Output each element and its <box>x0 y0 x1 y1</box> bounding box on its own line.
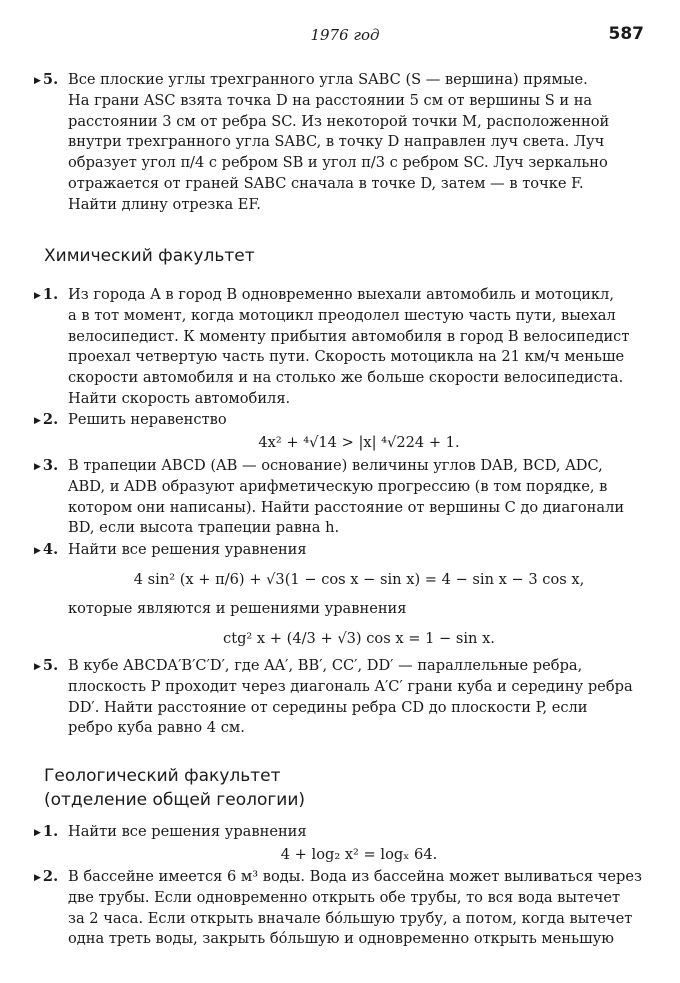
text-line: которые являются и решениями уравнения <box>68 599 407 617</box>
bullet-triangle-icon: ▶ <box>34 462 41 472</box>
problem-number-label: 5. <box>42 71 59 88</box>
problem-number <box>34 656 58 679</box>
section-heading-line: (отделение общей геологии) <box>44 790 306 810</box>
bullet-triangle-icon: ▶ <box>34 76 41 86</box>
problem <box>34 867 650 950</box>
text-line: проехал четвертую часть пути. Скорость мотоцикла на 21 км/ч меньше <box>68 348 625 366</box>
text-line: Все плоские углы трехгранного угла SABC (S — вершина) прямые. <box>68 71 588 88</box>
text-line: отражается от граней SABC сначала в точке D, затем — в точке F. <box>68 174 584 192</box>
problem-text <box>68 867 650 950</box>
section-heading-line: Геологический факультет <box>44 766 281 786</box>
equation: 4x² + ⁴√14 > |x| ⁴√224 + 1. <box>258 433 460 451</box>
bullet-triangle-icon: ▶ <box>34 416 41 426</box>
page-number: 587 <box>608 24 644 44</box>
problem <box>34 70 650 216</box>
problem-number-label: 4. <box>42 541 59 558</box>
text-line: две трубы. Если одновременно открыть обе трубы, то вся вода вытечет <box>68 888 621 906</box>
problem-number-label: 1. <box>42 823 59 840</box>
problem-number <box>34 285 58 308</box>
text-line: расстоянии 3 см от ребра SC. Из некоторой точки M, расположенной <box>68 112 610 130</box>
text-line: скорости автомобиля и на столько же больше скорости велосипедиста. <box>68 369 624 387</box>
text-line: велосипедист. К моменту прибытия автомобиля в город B велосипедист <box>68 327 630 345</box>
bullet-triangle-icon: ▶ <box>34 662 41 672</box>
problem <box>34 285 650 410</box>
problem-number-label: 5. <box>42 657 59 674</box>
text-line: В кубе ABCDA′B′C′D′, где AA′, BB′, CC′, DD′ — параллельные ребра, <box>68 657 583 674</box>
text-line: В трапеции ABCD (AB — основание) величины углов DAB, BCD, ADC, <box>68 457 603 474</box>
section-heading-line: Химический факультет <box>44 246 255 266</box>
text-line: Найти все решения уравнения <box>68 823 307 840</box>
problem <box>34 410 650 456</box>
problem-text <box>68 656 650 739</box>
equation: 4 sin² (x + π/6) + √3(1 − cos x − sin x) = 4 − sin x − 3 cos x, <box>133 570 585 588</box>
problem-number-label: 2. <box>42 411 59 428</box>
problem-text <box>68 70 650 216</box>
text-line: В бассейне имеется 6 м³ воды. Вода из бассейна может выливаться через <box>68 868 642 885</box>
problem-number <box>34 410 58 433</box>
text-line: Найти скорость автомобиля. <box>68 389 291 407</box>
text-line: Найти все решения уравнения <box>68 541 307 558</box>
text-line: Решить неравенство <box>68 411 227 428</box>
text-line: На грани ASC взята точка D на расстоянии 5 см от вершины S и на <box>68 91 593 109</box>
problem-number <box>34 867 58 890</box>
section-heading <box>44 764 305 812</box>
text-line: за 2 часа. Если открыть вначале бо́льшую трубу, а потом, когда вытечет <box>68 909 633 927</box>
problem-number <box>34 822 58 845</box>
problem-number <box>34 70 58 93</box>
equation: ctg² x + (4/3 + √3) cos x = 1 − sin x. <box>223 629 495 647</box>
problem <box>34 656 650 739</box>
problem <box>34 822 650 868</box>
problem-text <box>68 540 650 656</box>
text-line: внутри трехгранного угла SABC, в точку D направлен луч света. Луч <box>68 133 605 151</box>
section-heading <box>44 244 255 268</box>
text-line: образует угол π/4 с ребром SB и угол π/3 с ребром SC. Луч зеркально <box>68 154 608 172</box>
problem-number <box>34 540 58 563</box>
text-line: одна треть воды, закрыть бо́льшую и одновременно открыть меньшую <box>68 930 614 948</box>
text-line: а в тот момент, когда мотоцикл преодолел шестую часть пути, выехал <box>68 306 616 324</box>
text-line: DD′. Найти расстояние от середины ребра CD до плоскости P, если <box>68 698 588 716</box>
problem <box>34 456 650 539</box>
bullet-triangle-icon: ▶ <box>34 291 41 301</box>
problem-text <box>68 285 650 410</box>
problem-text <box>68 456 650 539</box>
problem-number-label: 1. <box>42 286 59 303</box>
problem <box>34 540 650 658</box>
text-line: ребро куба равно 4 см. <box>68 719 245 737</box>
text-line: Из города A в город B одновременно выехали автомобиль и мотоцикл, <box>68 286 614 303</box>
bullet-triangle-icon: ▶ <box>34 873 41 883</box>
text-line: котором они написаны). Найти расстояние от вершины C до диагонали <box>68 498 625 516</box>
equation: 4 + log₂ x² = logₓ 64. <box>280 845 438 863</box>
problem-number <box>34 456 58 479</box>
text-line: плоскость P проходит через диагональ A′C′ грани куба и середину ребра <box>68 677 633 695</box>
problem-number-label: 2. <box>42 868 59 885</box>
problem-text <box>68 410 650 454</box>
text-line: Найти длину отрезка EF. <box>68 195 261 213</box>
bullet-triangle-icon: ▶ <box>34 546 41 556</box>
bullet-triangle-icon: ▶ <box>34 828 41 838</box>
text-line: ABD, и ADB образуют арифметическую прогрессию (в том порядке, в <box>68 477 608 495</box>
text-line: BD, если высота трапеции равна h. <box>68 519 340 537</box>
running-header-year: 1976 год <box>310 26 380 44</box>
problem-number-label: 3. <box>42 457 59 474</box>
problem-text <box>68 822 650 866</box>
